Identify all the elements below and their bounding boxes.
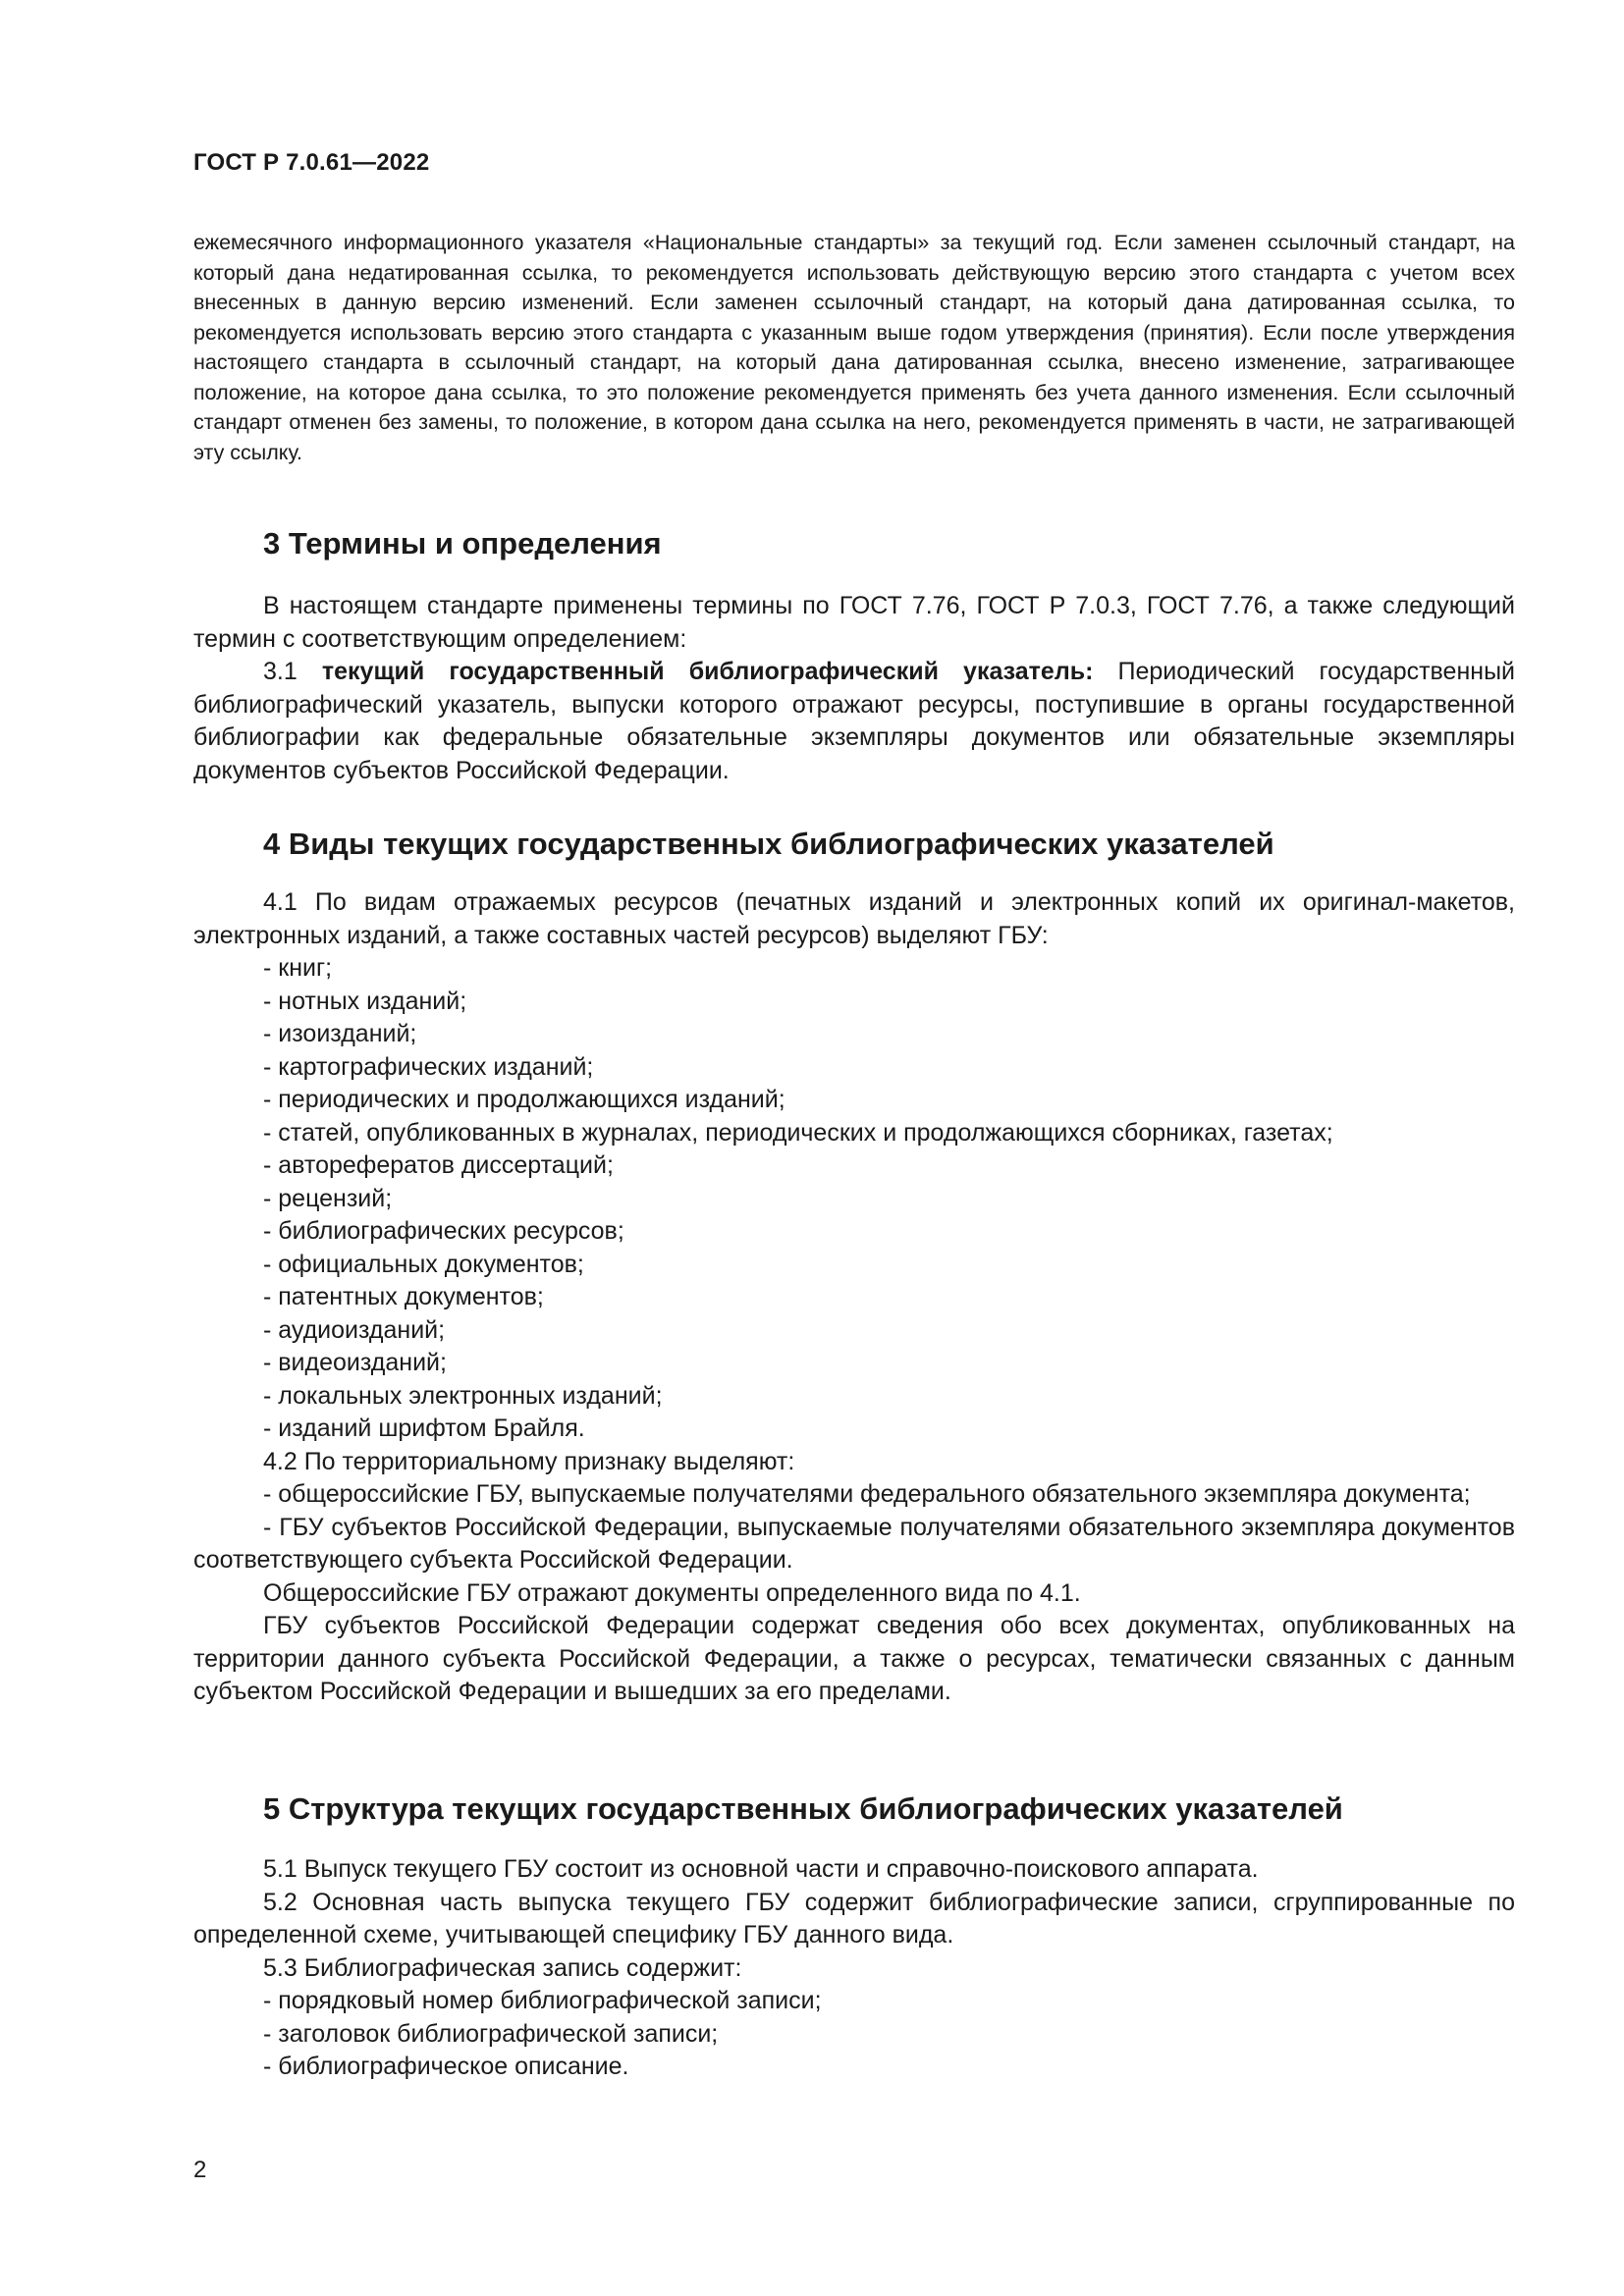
- list-item: - библиографическое описание.: [263, 2053, 629, 2080]
- term-3-1: [193, 656, 1515, 787]
- paragraph-5-2: 5.2 Основная часть выпуска текущего ГБУ содержит библиографические записи, сгруппированные по определенной схеме, учитывающей специфику ГБУ данного вида.: [193, 1888, 1515, 1949]
- paragraph-5-3: 5.3 Библиографическая запись содержит:: [263, 1953, 742, 1982]
- section-5-body: [193, 1853, 1515, 2084]
- section-3-heading: 3 Термины и определения: [263, 526, 662, 561]
- paragraph-all-russian: Общероссийские ГБУ отражают документы определенного вида по 4.1.: [263, 1578, 1081, 1607]
- list-item: - порядковый номер библиографической записи;: [263, 1987, 822, 2014]
- list-item: - изданий шрифтом Брайля.: [263, 1415, 585, 1442]
- list-item: - авторефератов диссертаций;: [263, 1151, 614, 1179]
- term-number: 3.1: [263, 658, 298, 685]
- list-item: - книг;: [263, 954, 333, 982]
- list-4-1: [193, 952, 1515, 1446]
- term-name: текущий государственный библиографический указатель:: [321, 658, 1094, 685]
- list-item: - аудиоизданий;: [263, 1315, 446, 1344]
- document-header-title: ГОСТ Р 7.0.61—2022: [193, 149, 430, 176]
- list-item: - библиографических ресурсов;: [263, 1217, 624, 1245]
- list-item: - локальных электронных изданий;: [263, 1381, 663, 1410]
- section-3-paragraph-1: В настоящем стандарте применены термины по ГОСТ 7.76, ГОСТ Р 7.0.3, ГОСТ 7.76, а также следующий термин с соответствующим определением:: [193, 592, 1515, 653]
- paragraph-4-2-item-1: - общероссийские ГБУ, выпускаемые получателями федерального обязательного экземпляра документа;: [263, 1480, 1471, 1508]
- list-item: - патентных документов;: [263, 1283, 544, 1310]
- paragraph-subjects: ГБУ субъектов Российской Федерации содержат сведения обо всех документах, опубликованных на территории данного субъекта Российской Федерации, а также о ресурсах, тематически связанных с данным субъектом Российской Федерации и вышедших за его пределами.: [193, 1612, 1515, 1705]
- paragraph-4-2: 4.2 По территориальному признаку выделяют:: [263, 1447, 795, 1475]
- paragraph-4-2-item-2: - ГБУ субъектов Российской Федерации, выпускаемые получателями обязательного экземпляра документов соответствующего субъекта Российской Федерации.: [193, 1513, 1515, 1574]
- section-5-heading: 5 Структура текущих государственных библиографических указателей: [263, 1791, 1343, 1826]
- list-item: - видеоизданий;: [263, 1349, 447, 1376]
- list-item: - официальных документов;: [263, 1250, 584, 1278]
- list-item: - картографических изданий;: [263, 1052, 594, 1081]
- list-item: - рецензий;: [263, 1184, 393, 1212]
- intro-text-block: [193, 228, 1515, 467]
- list-item: - нотных изданий;: [263, 987, 467, 1015]
- list-item: - изоизданий;: [263, 1020, 417, 1047]
- term-definition: Периодический государственный библиографический указатель, выпуски которого отражают ресурсы, поступившие в органы государственной библиографии как федеральные обязательные экземпляры документов или обязательные экземпляры документов субъектов Российской Федерации.: [193, 658, 1515, 784]
- paragraph-4-1: 4.1 По видам отражаемых ресурсов (печатных изданий и электронных копий их оригинал-макетов, электронных изданий, а также составных частей ресурсов) выделяют ГБУ:: [193, 888, 1515, 949]
- list-item: - периодических и продолжающихся изданий;: [263, 1086, 785, 1113]
- list-5-3: [193, 1985, 1515, 2084]
- list-item: - заголовок библиографической записи;: [263, 2019, 719, 2048]
- section-4-body: [193, 886, 1515, 1709]
- paragraph-5-1: 5.1 Выпуск текущего ГБУ состоит из основной части и справочно-поискового аппарата.: [263, 1855, 1259, 1883]
- page-number: 2: [193, 2157, 207, 2183]
- intro-paragraph: ежемесячного информационного указателя «Национальные стандарты» за текущий год. Если заменен ссылочный стандарт, на который дана недатированная ссылка, то рекомендуется использовать действующую версию этого стандарта с учетом всех внесенных в данную версию изменений. Если заменен ссылочный стандарт, на который дана датированная ссылка, то рекомендуется использовать версию этого стандарта с указанным выше годом утверждения (принятия). Если после утверждения настоящего стандарта в ссылочный стандарт, на который дана датированная ссылка, внесено изменение, затрагивающее положение, на которое дана ссылка, то это положение рекомендуется применять без учета данного изменения. Если ссылочный стандарт отменен без замены, то положение, в котором дана ссылка на него, рекомендуется применять в части, не затрагивающей эту ссылку.: [193, 231, 1515, 464]
- section-4-heading: 4 Виды текущих государственных библиографических указателей: [263, 827, 1274, 861]
- list-item: - статей, опубликованных в журналах, периодических и продолжающихся сборниках, газетах;: [263, 1118, 1333, 1147]
- section-3-body: [193, 590, 1515, 787]
